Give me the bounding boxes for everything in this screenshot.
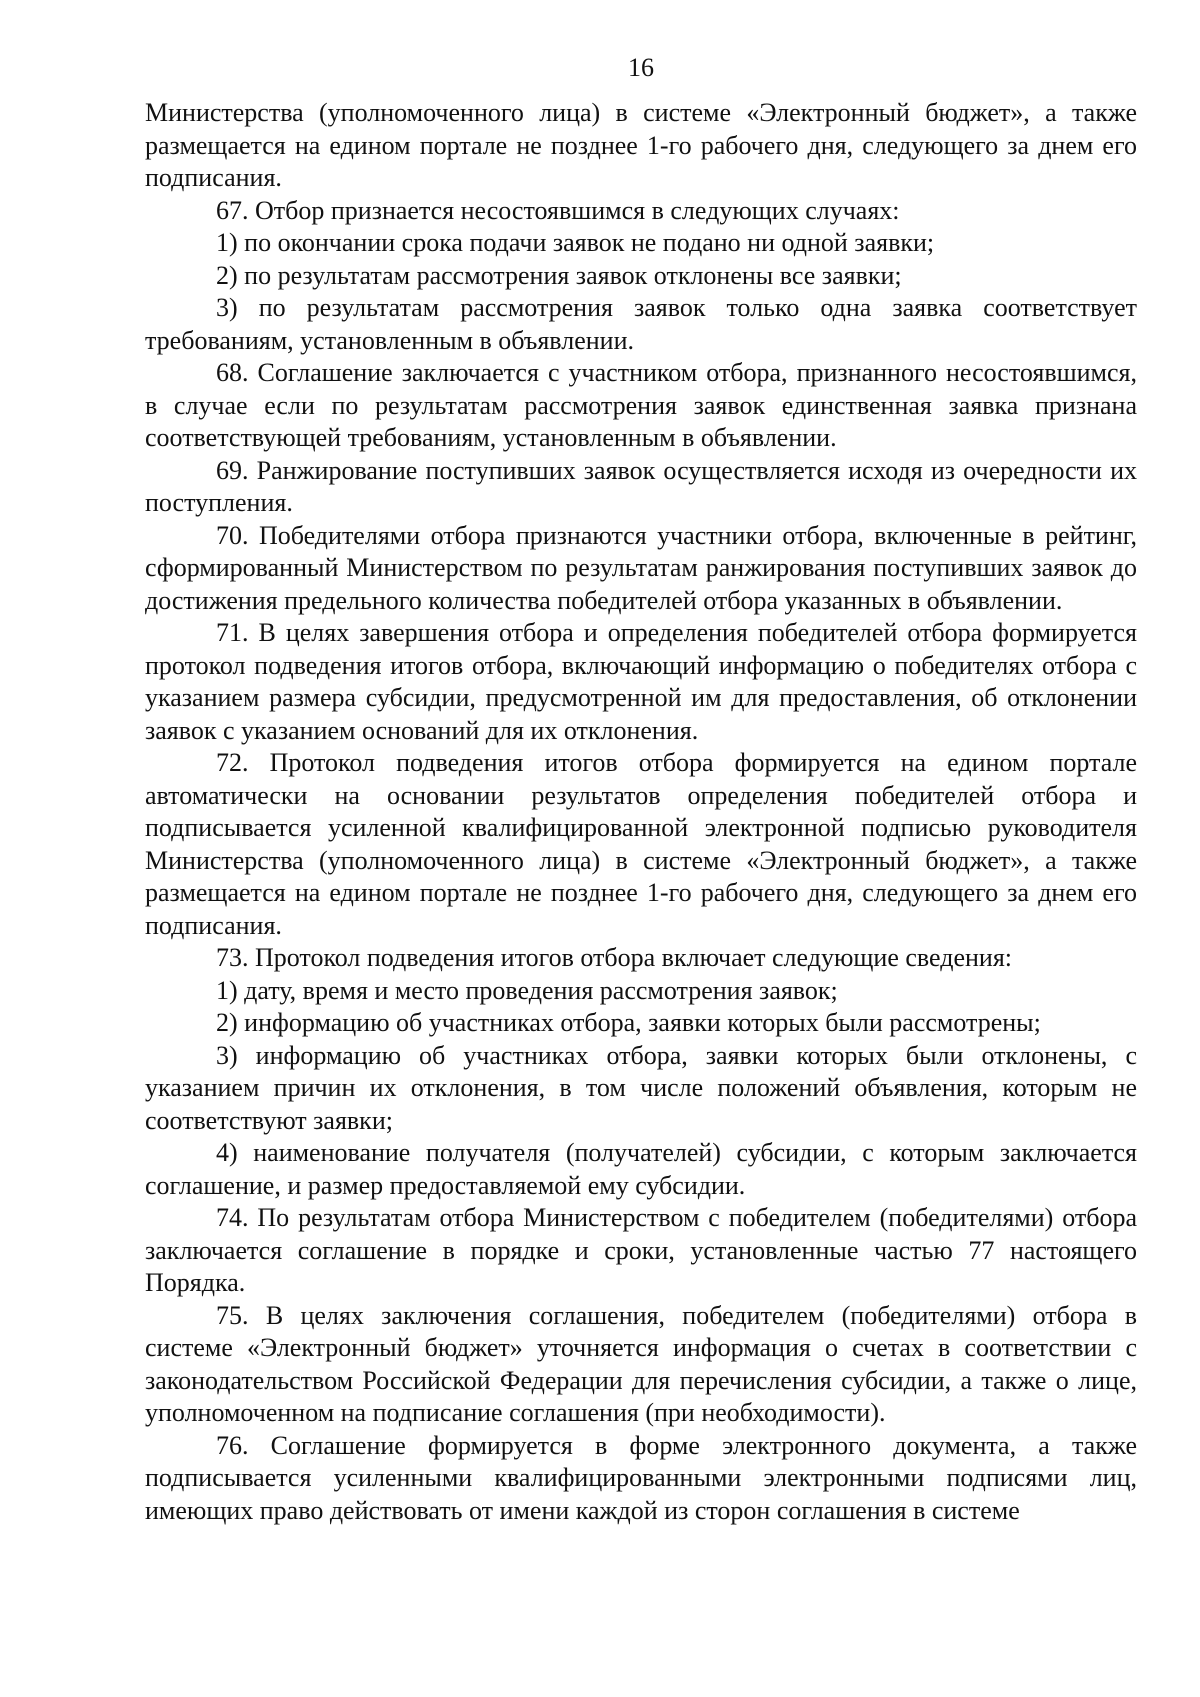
paragraph: 72. Протокол подведения итогов отбора формируется на едином портале автоматически на основании результатов определения победителей отбора и подписывается усиленной квалифицированной электронной подписью руководителя Министерства (уполномоченного лица) в системе «Электронный бюджет», а также размещается на едином портале не позднее 1-го рабочего дня, следующего за днем его подписания. xyxy=(145,748,1137,940)
paragraph: 75. В целях заключения соглашения, победителем (победителями) отбора в системе «Электронный бюджет» уточняется информация о счетах в соответствии с законодательством Российской Федерации для перечисления субсидии, а также о лице, уполномоченном на подписание соглашения (при необходимости). xyxy=(145,1300,1137,1427)
paragraph: 4) наименование получателя (получателей) субсидии, с которым заключается соглашение, и размер предоставляемой ему субсидии. xyxy=(145,1138,1137,1200)
paragraph: 1) дату, время и место проведения рассмотрения заявок; xyxy=(216,975,838,1005)
paragraph: 3) по результатам рассмотрения заявок только одна заявка соответствует требованиям, установленным в объявлении. xyxy=(145,293,1137,355)
paragraph: 68. Соглашение заключается с участником отбора, признанного несостоявшимся, в случае если по результатам рассмотрения заявок единственная заявка признана соответствующей требованиям, установленным в объявлении. xyxy=(145,358,1137,452)
paragraph: Министерства (уполномоченного лица) в системе «Электронный бюджет», а также размещается на едином портале не позднее 1-го рабочего дня, следующего за днем его подписания. xyxy=(145,98,1137,192)
paragraph: 71. В целях завершения отбора и определения победителей отбора формируется протокол подведения итогов отбора, включающий информацию о победителях отбора с указанием размера субсидии, предусмотренной им для предоставления, об отклонении заявок с указанием оснований для их отклонения. xyxy=(145,618,1137,745)
document-body xyxy=(145,97,1137,1527)
paragraph: 3) информацию об участниках отбора, заявки которых были отклонены, с указанием причин их отклонения, в том числе положений объявления, которым не соответствуют заявки; xyxy=(145,1040,1137,1135)
paragraph: 74. По результатам отбора Министерством с победителем (победителями) отбора заключается соглашение в порядке и сроки, установленные частью 77 настоящего Порядка. xyxy=(145,1203,1137,1297)
paragraph: 73. Протокол подведения итогов отбора включает следующие сведения: xyxy=(216,943,1012,972)
paragraph: 69. Ранжирование поступивших заявок осуществляется исходя из очередности их поступления. xyxy=(145,455,1137,517)
paragraph: 70. Победителями отбора признаются участники отбора, включенные в рейтинг, сформированный Министерством по результатам ранжирования поступивших заявок до достижения предельного количества победителей отбора указанных в объявлении. xyxy=(145,520,1137,615)
page-number: 16 xyxy=(628,53,654,82)
paragraph: 2) информацию об участниках отбора, заявки которых были рассмотрены; xyxy=(216,1008,1041,1037)
paragraph: 76. Соглашение формируется в форме электронного документа, а также подписывается усиленными квалифицированными электронными подписями лиц, имеющих право действовать от имени каждой из сторон соглашения в системе xyxy=(145,1430,1137,1525)
paragraph: 1) по окончании срока подачи заявок не подано ни одной заявки; xyxy=(216,228,935,257)
paragraph: 2) по результатам рассмотрения заявок отклонены все заявки; xyxy=(216,260,902,290)
document-page xyxy=(145,52,1137,1527)
paragraph: 67. Отбор признается несостоявшимся в следующих случаях: xyxy=(216,195,900,225)
